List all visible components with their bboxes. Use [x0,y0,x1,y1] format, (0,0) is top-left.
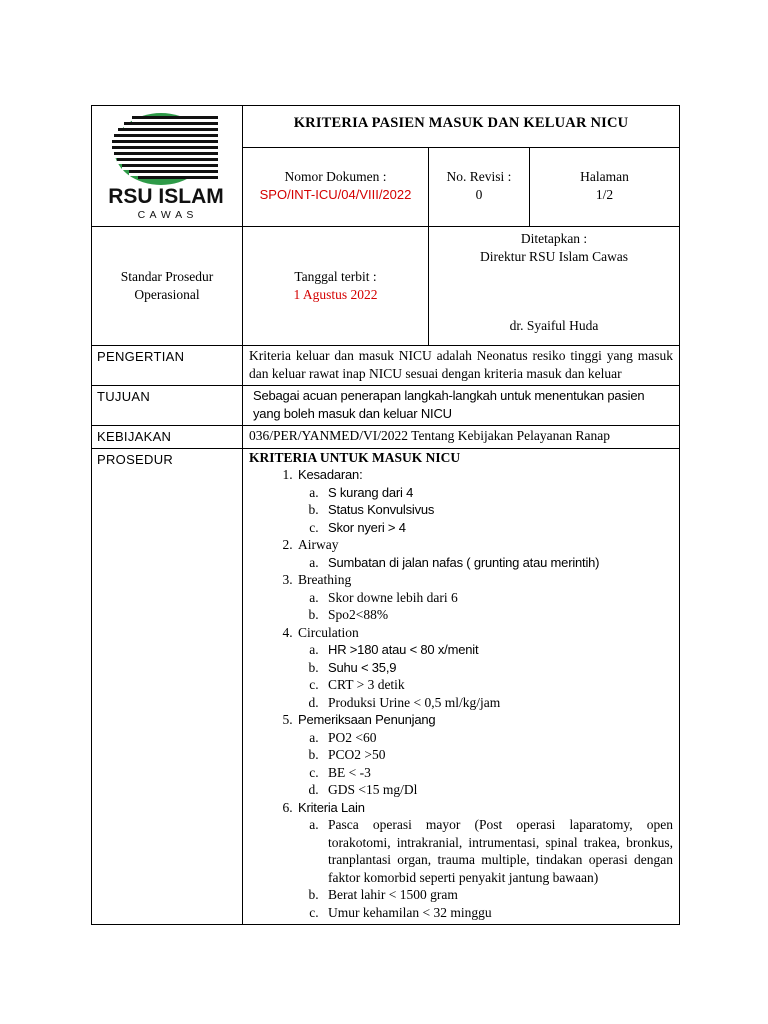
item-text: PCO2 >50 [328,747,386,762]
halaman-value: 1/2 [595,186,614,202]
list-item [322,484,679,502]
criteria-title: Circulation [298,624,359,640]
criteria-sublist [298,554,679,572]
item-text: HR >180 atau < 80 x/menit [328,642,479,657]
item-text: Status Konvulsivus [328,502,435,517]
tanggal-terbit-cell [243,227,429,346]
item-text: Skor nyeri > 4 [328,519,406,535]
item-text: CRT > 3 detik [328,677,405,692]
logo-cell [92,106,243,227]
list-item [322,554,679,572]
list-item [322,641,679,659]
criteria-title: Pemeriksaan Penunjang [298,712,436,727]
criteria-sublist [298,816,679,921]
document-title: KRITERIA PASIEN MASUK DAN KELUAR NICU [243,106,680,148]
signatory-name: dr. Syaiful Huda [509,318,599,333]
list-item [322,746,679,764]
halaman-label: Halaman [580,169,629,185]
nomor-dokumen-cell [243,148,429,227]
prosedur-heading: KRITERIA UNTUK MASUK NICU [249,449,461,465]
sop-document [91,105,679,925]
list-item [322,904,679,922]
nomor-dokumen-label: Nomor Dokumen : [284,169,387,185]
list-item [322,781,679,799]
direktur-label: Direktur RSU Islam Cawas [479,248,629,264]
item-text: Suhu < 35,9 [328,659,397,675]
list-item [322,589,679,607]
criteria-kesadaran [296,466,679,536]
spo-line-2: Operasional [134,286,200,302]
criteria-airway [296,536,679,571]
item-text: BE < -3 [328,764,371,780]
logo-name-text: RSU ISLAM [108,185,224,208]
item-text: Sumbatan di jalan nafas ( grunting atau merintih) [328,554,600,570]
list-item [322,676,679,694]
item-text: Spo2<88% [328,607,389,622]
tanggal-terbit-label: Tanggal terbit : [294,269,377,284]
tujuan-label: TUJUAN [92,386,243,426]
sop-table [91,105,680,925]
criteria-title: Airway [298,537,339,552]
item-text: PO2 <60 [328,729,377,745]
revisi-value: 0 [475,186,483,202]
spo-cell [92,227,243,346]
criteria-sublist [298,589,679,624]
criteria-penunjang [296,711,679,799]
list-item [322,606,679,624]
hospital-logo [92,106,243,226]
logo-emblem [112,113,218,185]
halaman-cell [530,148,680,227]
ditetapkan-cell [429,227,680,346]
kebijakan-text: 036/PER/YANMED/VI/2022 Tentang Kebijakan Pelayanan Ranap [243,426,680,449]
list-item [322,729,679,747]
criteria-sublist [298,729,679,799]
criteria-title: Kesadaran: [298,467,363,482]
criteria-circulation [296,624,679,712]
item-text: Produksi Urine < 0,5 ml/kg/jam [328,694,501,710]
criteria-sublist [298,484,679,537]
ditetapkan-label: Ditetapkan : [520,231,588,246]
list-item [322,886,679,904]
list-item [322,519,679,537]
criteria-breathing [296,571,679,624]
spo-line-1: Standar Prosedur [120,269,214,284]
criteria-title: Kriteria Lain [298,799,365,815]
item-text: S kurang dari 4 [328,484,414,500]
logo-sub-text: C A W A S [137,209,195,221]
prosedur-content [243,448,680,925]
tanggal-terbit-value: 1 Agustus 2022 [293,286,378,302]
item-text: Skor downe lebih dari 6 [328,589,458,605]
pengertian-label: PENGERTIAN [92,346,243,386]
list-item [322,659,679,677]
list-item [322,694,679,712]
list-item [322,764,679,782]
item-text: Berat lahir < 1500 gram [328,887,458,902]
tujuan-text: Sebagai acuan penerapan langkah-langkah untuk menentukan pasien yang boleh masuk dan keluar NICU [243,386,680,426]
item-text: GDS <15 mg/Dl [328,782,418,797]
pengertian-text: Kriteria keluar dan masuk NICU adalah Neonatus resiko tinggi yang masuk dan keluar rawat inap NICU sesuai dengan kriteria masuk dan keluar [243,346,680,386]
criteria-sublist [298,641,679,711]
criteria-lain [296,799,679,922]
kebijakan-label: KEBIJAKAN [92,426,243,449]
criteria-list [243,466,679,921]
prosedur-label: PROSEDUR [92,448,243,925]
list-item [322,816,679,886]
item-text: a. Pasca operasi mayor (Post operasi laparatomy, open torakotomi, intrakranial, intrumentasi, spinal trakea, bronkus, tranplantasi organ, trauma multiple, tindakan operasi dengan faktor komorbid seperti penyakit jantung bawaan) [328,817,674,885]
item-text: Umur kehamilan < 32 minggu [328,904,492,920]
revisi-label: No. Revisi : [446,169,512,185]
revisi-cell [429,148,530,227]
nomor-dokumen-value: SPO/INT-ICU/04/VIII/2022 [259,186,412,202]
criteria-title: Breathing [298,572,352,587]
list-item [322,501,679,519]
